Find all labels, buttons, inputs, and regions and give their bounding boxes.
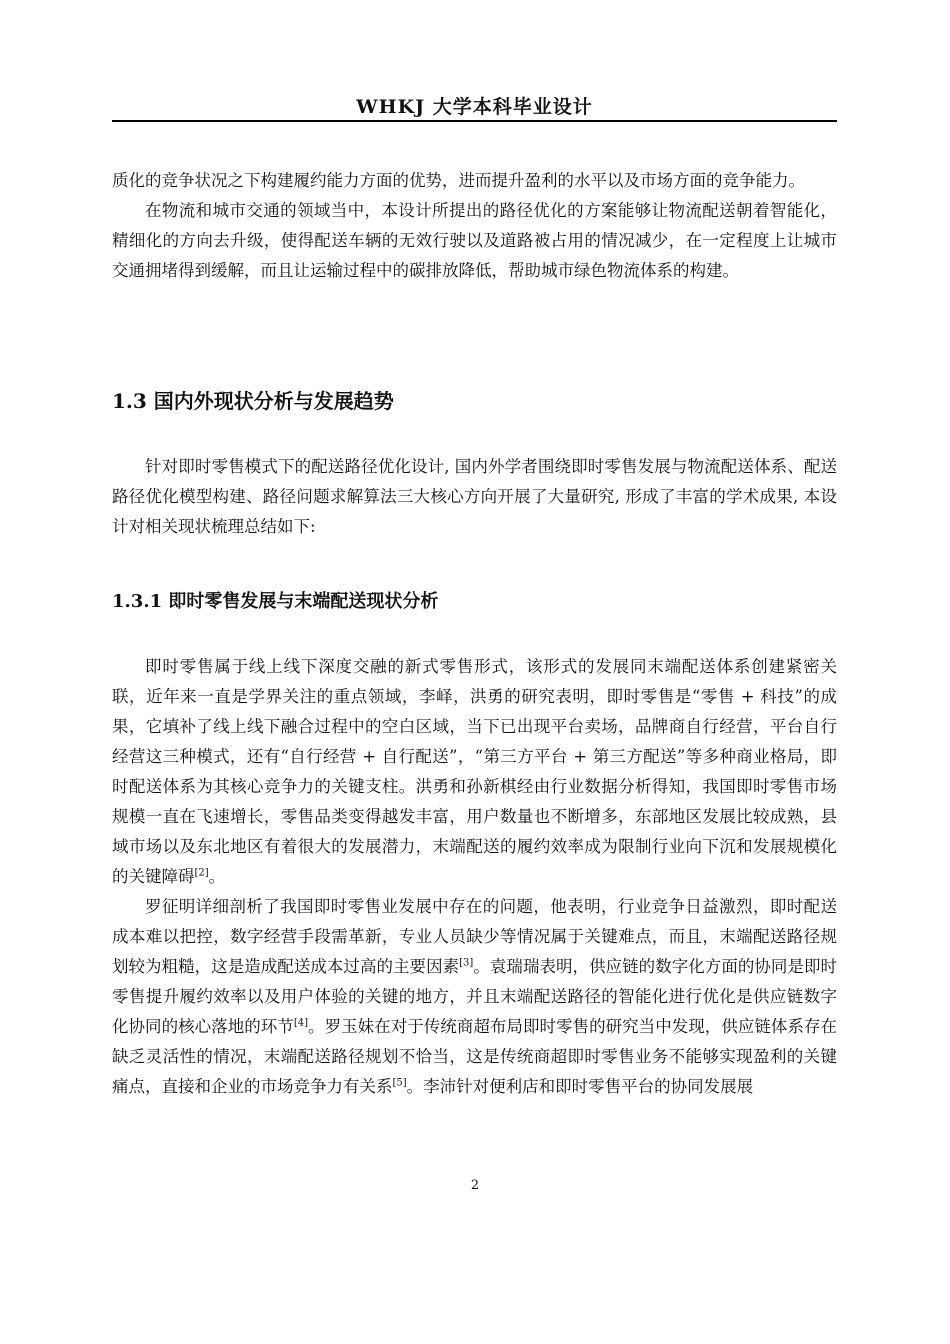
intro-paragraph-1: 质化的竞争状况之下构建履约能力方面的优势，进而提升盈利的水平以及市场方面的竞争能力。 bbox=[112, 171, 805, 190]
intro-paragraph-2: 在物流和城市交通的领域当中，本设计所提出的路径优化的方案能够让物流配送朝着智能化，精细化的方向去升级，使得配送车辆的无效行驶以及道路被占用的情况减少，在一定程度上让城市交通拥堵得到缓解，而且让运输过程中的碳排放降低，帮助城市绿色物流体系的构建。 bbox=[112, 201, 837, 280]
citation-ref: [3] bbox=[459, 957, 474, 969]
intro-block bbox=[112, 166, 837, 286]
subsection-heading: 1.3.1 即时零售发展与末端配送现状分析 bbox=[112, 591, 439, 612]
header-title: WHKJ 大学本科毕业设计 bbox=[356, 96, 593, 118]
paragraph-text: 。 bbox=[208, 867, 226, 886]
paragraph-text: 。袁瑞瑞表明，供应链的数字化方面的协同是即时零售提升履约效率以及用户体验的关键的地方，并且末端配送路径的智能化进行优化是供应链数字化协同的核心落地的环节 bbox=[112, 957, 838, 1036]
page-header bbox=[112, 92, 837, 122]
subsection-block bbox=[112, 652, 837, 1102]
section-heading: 1.3 国内外现状分析与发展趋势 bbox=[112, 389, 394, 413]
citation-ref: [2] bbox=[194, 867, 209, 879]
citation-ref: [4] bbox=[293, 1017, 309, 1029]
paragraph-text: 即时零售属于线上线下深度交融的新式零售形式，该形式的发展同末端配送体系创建紧密关联，近年来一直是学界关注的重点领域，李峄，洪勇的研究表明，即时零售是“零售 + 科技”的成果，它填补了线上线下融合过程中的空白区域，当下已出现平台卖场，品牌商自行经营，平台自行经营这三种模式，还有“自行经营 + 自行配送”，“第三方平台 + 第三方配送”等多种商业格局，即时配送体系为其核心竞争力的关键支柱。洪勇和孙新棋经由行业数据分析得知，我国即时零售市场规模一直在飞速增长，零售品类变得越发丰富，用户数量也不断增多，东部地区发展比较成熟，县域市场以及东北地区有着很大的发展潜力，末端配送的履约效率成为限制行业向下沉和发展规模化的关键障碍 bbox=[112, 657, 837, 886]
paragraph-text: 罗征明详细剖析了我国即时零售业发展中存在的问题，他表明，行业竞争日益激烈，即时配送成本难以把控，数字经营手段需革新，专业人员缺少等情况属于关键难点，而且，末端配送路径规划较为粗糙，这是造成配送成本过高的主要因素 bbox=[112, 897, 837, 976]
subsection-paragraph-1 bbox=[112, 652, 837, 892]
citation-ref: [5] bbox=[392, 1077, 407, 1089]
page-number: 2 bbox=[470, 1178, 480, 1193]
paragraph-text: 。李沛针对便利店和即时零售平台的协同发展展 bbox=[406, 1077, 754, 1096]
subsection-paragraph-2 bbox=[112, 892, 837, 1102]
section-block bbox=[112, 452, 837, 542]
section-paragraph-1: 针对即时零售模式下的配送路径优化设计, 国内外学者围绕即时零售发展与物流配送体系、配送路径优化模型构建、路径问题求解算法三大核心方向开展了大量研究, 形成了丰富的学术成果, 本设计对相关现状梳理总结如下: bbox=[112, 457, 837, 536]
paragraph-text: 。罗玉妹在对于传统商超布局即时零售的研究当中发现，供应链体系存在缺乏灵活性的情况，末端配送路径规划不恰当，这是传统商超即时零售业务不能够实现盈利的关键痛点，直接和企业的市场竞争力有关系 bbox=[112, 1017, 838, 1096]
